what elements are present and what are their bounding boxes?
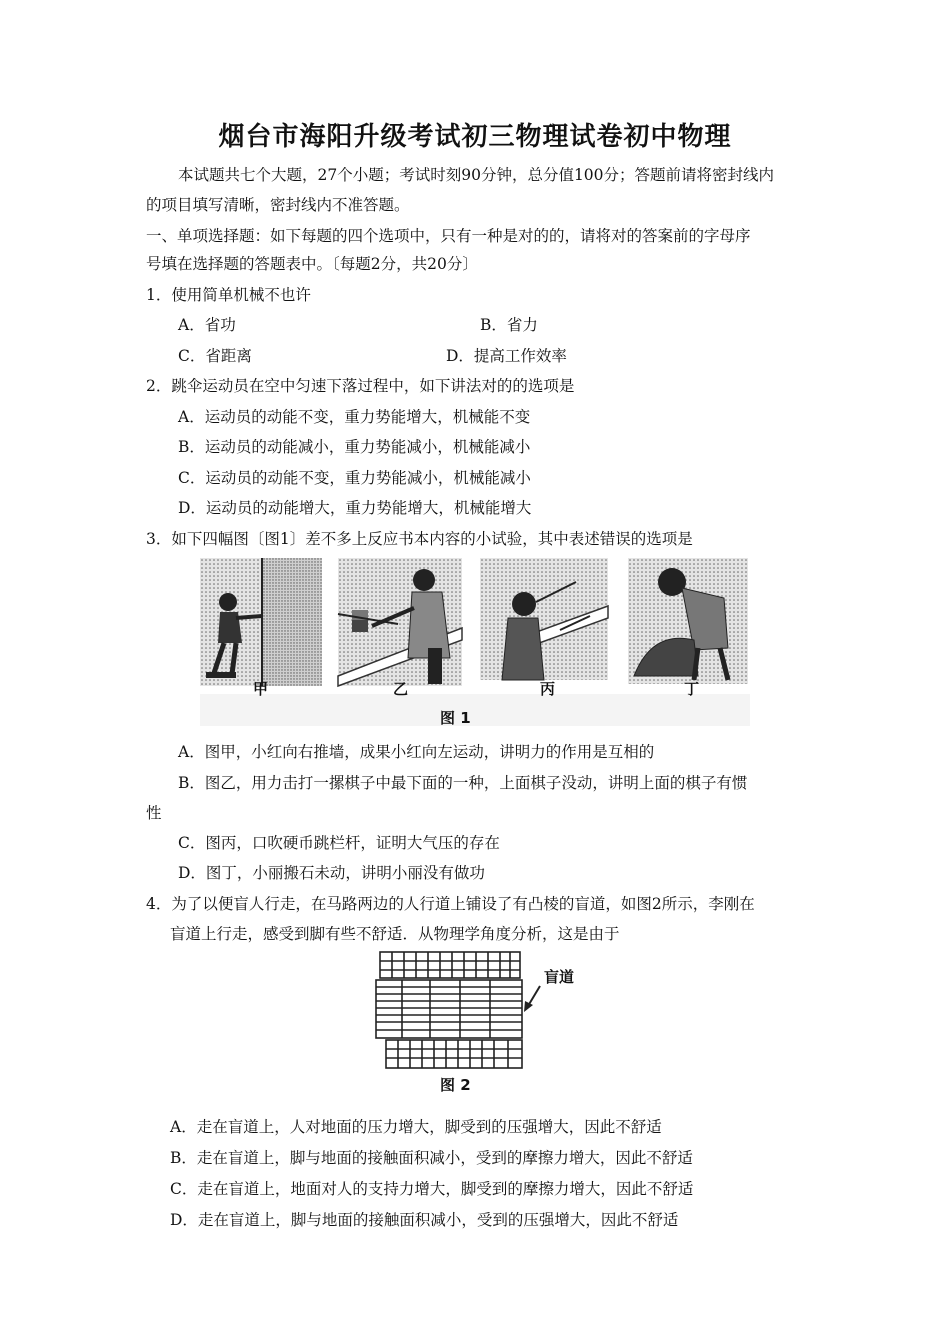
q1-option-a: A．省功 (178, 316, 236, 334)
figure-1-label-jia: 甲 (253, 680, 269, 698)
figure-1-caption: 图 1 (440, 709, 471, 727)
q3-option-d: D．图丁，小丽搬石未动，讲明小丽没有做功 (178, 864, 485, 882)
intro-line-1: 本试题共七个大题，27个小题；考试时刻90分钟，总分值100分；答题前请将密封线内 (178, 166, 775, 184)
q3-stem: 3．如下四幅图〔图1〕差不多上反应书本内容的小试验，其中表述错误的选项是 (146, 530, 693, 548)
q2-stem: 2．跳伞运动员在空中匀速下落过程中，如下讲法对的的选项是 (146, 377, 575, 395)
section1-line-1: 一、单项选择题：如下每题的四个选项中，只有一种是对的的，请将对的答案前的字母序 (146, 227, 751, 245)
q3-option-b-line-2: 性 (146, 804, 162, 822)
q3-option-b-line-1: B．图乙，用力击打一摞棋子中最下面的一种，上面棋子没动，讲明上面的棋子有惯 (178, 774, 748, 792)
q4-option-b: B．走在盲道上，脚与地面的接触面积减小，受到的摩擦力增大，因此不舒适 (170, 1149, 693, 1167)
q2-option-d: D．运动员的动能增大，重力势能增大，机械能增大 (178, 499, 532, 517)
q4-option-a: A．走在盲道上，人对地面的压力增大，脚受到的压强增大，因此不舒适 (170, 1118, 662, 1136)
q1-stem: 1．使用简单机械不也许 (146, 286, 311, 304)
q2-option-b: B．运动员的动能减小，重力势能减小，机械能减小 (178, 438, 531, 456)
figure-1-label-yi: 乙 (393, 680, 409, 698)
figure-2-blind-path-label: 盲道 (544, 968, 575, 986)
figure-2-caption: 图 2 (440, 1076, 471, 1094)
page-title: 烟台市海阳升级考试初三物理试卷初中物理 (218, 122, 732, 152)
q2-option-a: A．运动员的动能不变，重力势能增大，机械能不变 (178, 408, 531, 426)
q3-option-c: C．图丙，口吹硬币跳栏杆，证明大气压的存在 (178, 834, 500, 852)
q4-option-d: D．走在盲道上，脚与地面的接触面积减小，受到的压强增大，因此不舒适 (170, 1211, 679, 1229)
panel-bing-image (480, 558, 608, 680)
panel-ding-image (628, 558, 748, 684)
q3-option-a: A．图甲，小红向右推墙，成果小红向左运动，讲明力的作用是互相的 (178, 743, 655, 761)
intro-line-2: 的项目填写清晰，密封线内不准答题。 (146, 196, 410, 214)
q2-option-c: C．运动员的动能不变，重力势能减小，机械能减小 (178, 469, 531, 487)
q4-stem-line-1: 4．为了以便盲人行走，在马路两边的人行道上铺设了有凸棱的盲道，如图2所示，李刚在 (146, 895, 755, 913)
q4-stem-line-2: 盲道上行走，感受到脚有些不舒适．从物理学角度分析，这是由于 (170, 925, 620, 943)
figure-1 (200, 558, 750, 726)
figure-1-label-ding: 丁 (684, 680, 700, 698)
q4-option-c: C．走在盲道上，地面对人的支持力增大，脚受到的摩擦力增大，因此不舒适 (170, 1180, 694, 1198)
panel-jia-image (200, 558, 322, 686)
figure-1-illustration (200, 558, 750, 726)
q1-option-b: B．省力 (480, 316, 538, 334)
q1-option-c: C．省距离 (178, 347, 252, 365)
section1-line-2: 号填在选择题的答题表中。〔每题2分，共20分〕 (146, 255, 478, 273)
figure-2 (372, 950, 602, 1098)
q1-option-d: D．提高工作效率 (446, 347, 567, 365)
figure-1-label-bing: 丙 (540, 680, 556, 698)
panel-yi-image (338, 558, 462, 686)
